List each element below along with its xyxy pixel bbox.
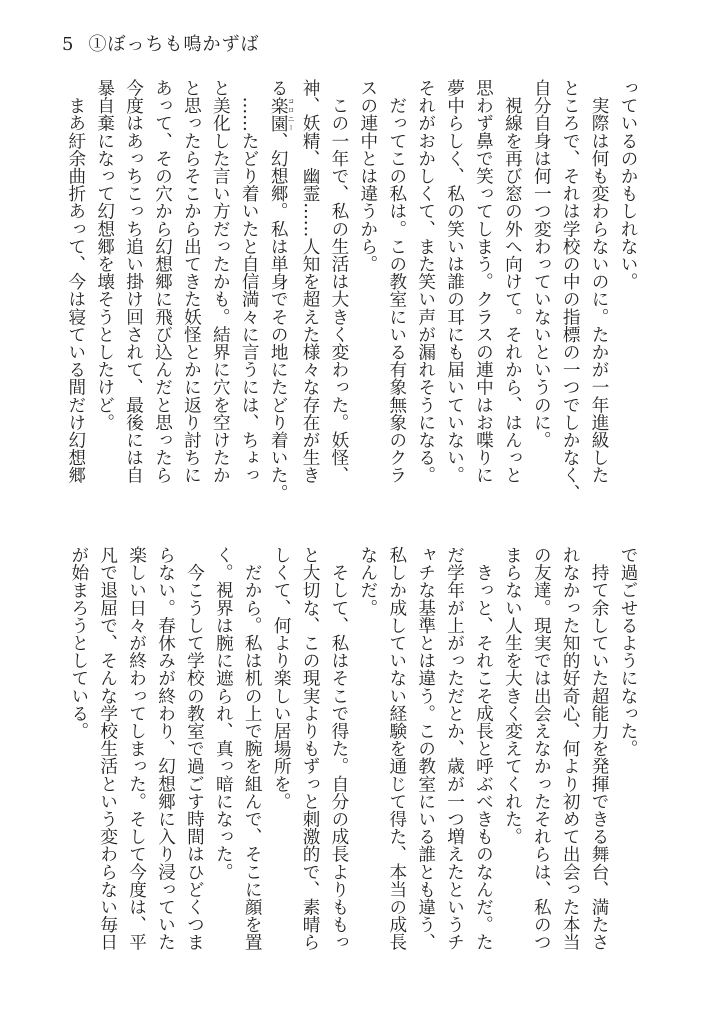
chapter-title: ①ぼっちも鳴かずば <box>88 34 260 55</box>
text-line: 実際は何も変わらないのに。たかが一年進級した <box>589 79 610 484</box>
text-line: 持て余していた超能力を発揮できる舞台、満たさ <box>589 546 610 951</box>
text-line: だ学年が上がっただとか、歳が一つ増えたというチ <box>444 546 465 951</box>
text-line: 楽しい日々が終わってしまった。そして今度は、平 <box>126 546 147 951</box>
text-line: なんだ。 <box>357 546 378 617</box>
text-line: スの連中とは違うから。 <box>357 79 378 273</box>
text-line: らない。春休みが終わり、幻想郷に入り浸っていた <box>155 546 176 951</box>
text-line-with-ruby <box>263 79 295 519</box>
text-line: ャチな基準とは違う。この教室にいる誰とも違う、 <box>415 546 436 951</box>
text-line: と思ったらそこから出てきた妖怪とかに返り討ちに <box>181 79 202 484</box>
text-segment: る <box>268 79 289 97</box>
page-number: 5 <box>62 34 75 55</box>
text-line: 私しか成していない経験を通じて得た、本当の成長 <box>386 546 407 951</box>
text-block-lower <box>62 546 642 986</box>
text-line: く。視界は腕に遮られ、真っ暗になった。 <box>213 546 234 881</box>
text-block-upper <box>62 79 642 519</box>
text-line: っているのかもしれない。 <box>618 79 638 291</box>
text-line: あって、その穴から幻想郷に飛び込んだと思ったら <box>152 79 173 484</box>
text-line: と美化した言い方だったかも。結界に穴を空けたか <box>210 79 231 484</box>
text-line: そして、私はそこで得た。自分の成長よりももっ <box>328 546 349 951</box>
ruby-base: 楽園 <box>268 96 289 132</box>
ruby-word <box>268 96 296 132</box>
text-line: だってこの私は。この教室にいる有象無象のクラ <box>386 79 407 484</box>
text-line: 神、妖精、幽霊……人知を超えた様々な存在が生き <box>300 79 321 484</box>
text-line: 暴自棄になって幻想郷を壊そうとしたけど。 <box>94 79 115 431</box>
text-line: ところで、それは学校の中の指標の一つでしかなく、 <box>560 79 581 502</box>
text-line: 視線を再び窓の外へ向けて。それから、はんっと <box>502 79 523 484</box>
text-line: きっと、それこそ成長と呼ぶべきものなんだ。た <box>473 546 494 951</box>
text-line: まらない人生を大きく変えてくれた。 <box>502 546 523 846</box>
text-segment: 、幻想郷。私は単身でその地にたどり着いた。 <box>268 131 289 502</box>
text-line: だから。私は机の上で腕を組んで、そこに顔を置 <box>242 546 263 951</box>
text-line: 夢中らしく、私の笑いは誰の耳にも届いていない。 <box>444 79 465 484</box>
text-line: しくて、何より楽しい居場所を。 <box>271 546 292 810</box>
text-line: の友達。現実では出会えなかったそれらは、私のつ <box>531 546 552 951</box>
text-line: ……たどり着いたと自信満々に言うには、ちょっ <box>239 79 260 484</box>
text-line: 自分自身は何一つ変わっていないというのに。 <box>531 79 552 449</box>
text-line: が始まろうとしている。 <box>68 546 89 740</box>
text-line: と大切な、この現実よりもずっと刺激的で、素晴ら <box>300 546 321 951</box>
ruby-reading: コロニー <box>287 96 296 132</box>
text-line: この一年で、私の生活は大きく変わった。妖怪、 <box>328 79 349 484</box>
text-line: それがおかしくて、また笑い声が漏れそうになる。 <box>415 79 436 484</box>
text-line: で過ごせるようになった。 <box>618 546 638 758</box>
text-line: まあ紆余曲折あって、今は寝ている間だけ幻想郷 <box>65 79 86 484</box>
text-line: 思わず鼻で笑ってしまう。クラスの連中はお喋りに <box>473 79 494 484</box>
text-line: 今度はあっちこっち追い掛け回されて、最後には自 <box>123 79 144 484</box>
running-header <box>62 30 259 56</box>
text-line: れなかった知的好奇心、何より初めて出会った本当 <box>560 546 581 951</box>
text-line: 凡で退屈で、そんな学校生活という変わらない毎日 <box>97 546 118 951</box>
text-line: 今こうして学校の教室で過ごす時間はひどくつま <box>184 546 205 951</box>
